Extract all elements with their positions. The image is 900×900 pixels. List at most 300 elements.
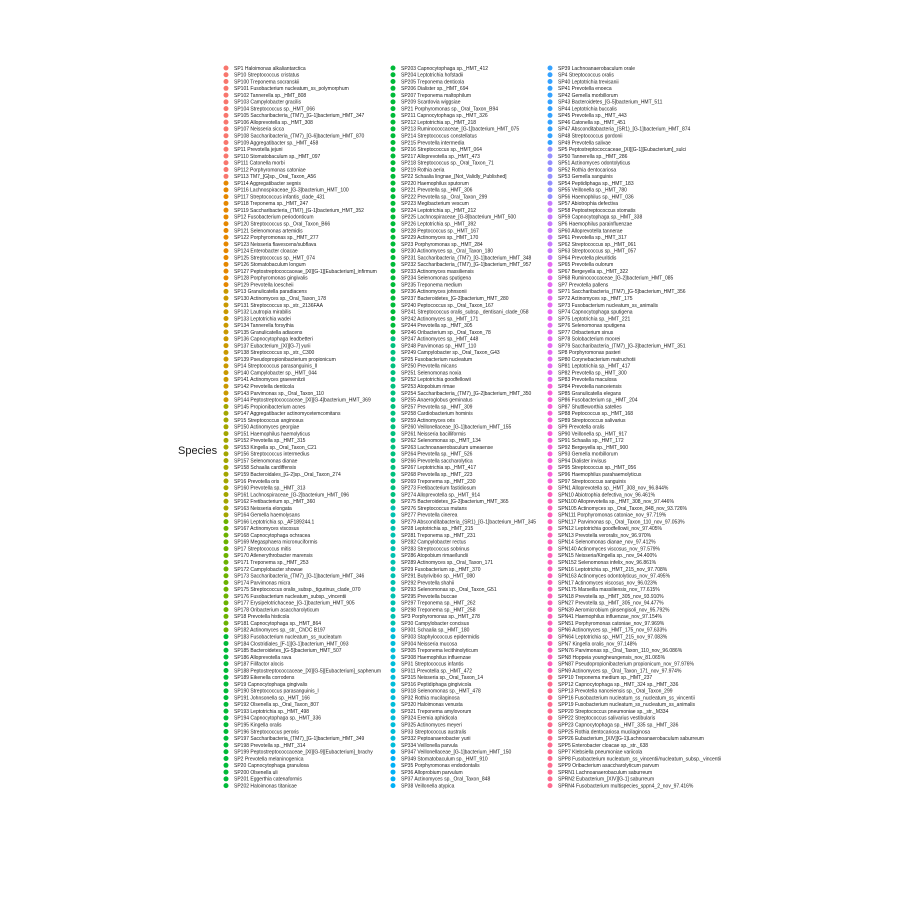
legend-entry xyxy=(548,181,634,187)
legend-key-dot xyxy=(391,302,396,307)
legend-entry-label: SP217 Alloprevotella sp._HMT_473 xyxy=(401,153,480,160)
legend-entry xyxy=(548,350,621,356)
legend-key-dot xyxy=(548,113,553,118)
legend-entry xyxy=(548,201,619,207)
legend-entry-label: SP266 Prevotella saccharolytica xyxy=(401,458,473,465)
legend-entry-label: SP160 Prevotella sp._HMT_313 xyxy=(234,485,306,492)
legend-entry xyxy=(548,377,617,383)
legend-key-dot xyxy=(548,722,553,727)
legend-entry xyxy=(224,357,336,363)
legend-entry xyxy=(391,133,478,139)
legend-entry xyxy=(391,675,484,681)
legend-entry xyxy=(224,675,295,681)
legend-entry xyxy=(224,702,319,708)
legend-entry xyxy=(548,512,667,518)
legend-key-dot xyxy=(548,546,553,551)
legend-entry xyxy=(391,702,463,708)
legend-key-dot xyxy=(548,160,553,165)
legend-key-dot xyxy=(391,221,396,226)
legend-key-dot xyxy=(391,181,396,186)
legend-entry-label: SP216 Streptococcus sp._HMT_064 xyxy=(401,147,482,154)
legend-entry-label: SP163 Neisseria elongata xyxy=(234,505,292,512)
legend-entry xyxy=(224,221,331,227)
legend-entry xyxy=(548,248,637,254)
legend-entry-label: SP119 Saccharibacteria_(TM7)_[G-1]bacterium_HMT_352 xyxy=(234,207,364,214)
legend-entry-label: SP292 Prevotella shahii xyxy=(401,580,455,587)
legend-entry-label: SP206 Dialister sp._HMT_694 xyxy=(401,86,469,93)
legend-entry-label: SP253 Atopobium rimae xyxy=(401,383,455,390)
legend-entry xyxy=(224,600,355,606)
legend-entry xyxy=(391,390,532,396)
legend-key-dot xyxy=(548,431,553,436)
legend-entry xyxy=(224,99,302,105)
legend-entry xyxy=(548,330,614,336)
legend-key-dot xyxy=(391,648,396,653)
legend-key-dot xyxy=(391,79,396,84)
legend-entry-label: SP36 Alloprobium parvulum xyxy=(401,769,463,776)
legend-entry xyxy=(391,519,537,525)
legend-entry xyxy=(224,478,280,484)
legend-key-dot xyxy=(224,756,229,761)
legend-entry-label: SP103 Campylobacter gracilis xyxy=(234,99,301,106)
legend-key-dot xyxy=(548,228,553,233)
legend-entry xyxy=(391,715,458,721)
legend-key-dot xyxy=(224,269,229,274)
legend-key-dot xyxy=(224,621,229,626)
legend-entry xyxy=(548,688,673,694)
legend-entry-label: SP209 Scardovia wiggsiae xyxy=(401,99,461,106)
legend-entry-label: SP247 Actinomyces sp._HMT_448 xyxy=(401,336,479,343)
legend-entry-label: SP52 Rothia dentocariosa xyxy=(558,167,617,174)
legend-key-dot xyxy=(548,533,553,538)
legend-key-dot xyxy=(391,451,396,456)
legend-key-dot xyxy=(391,580,396,585)
legend-entry-label: SP8 Porphyromonas pasteri xyxy=(558,350,621,357)
legend-key-dot xyxy=(548,472,553,477)
legend-key-dot xyxy=(391,695,396,700)
legend-key-dot xyxy=(548,214,553,219)
legend-key-dot xyxy=(224,485,229,490)
legend-key-dot xyxy=(224,722,229,727)
legend-key-dot xyxy=(548,654,553,659)
legend-key-dot xyxy=(224,648,229,653)
legend-entry-label: SP77 Oribacterium sinus xyxy=(558,329,614,336)
legend-entry xyxy=(391,424,512,430)
legend-entry-label: SP293 Selenomonas sp._Oral_Taxon_G51 xyxy=(401,587,497,594)
legend-entry-label: SP12 Fusobacterium periodonticum xyxy=(234,214,314,221)
legend-entry-label: SPP9 Oribacterium asaccharolyticum parvum xyxy=(558,763,659,770)
legend-entry-label: SPN17 Actinomyces viscosus_nov_96.023% xyxy=(558,580,658,587)
legend-entry-label: SP164 Gemella haemolysans xyxy=(234,512,300,519)
legend-entry-label: SP230 Actinomyces sp._Oral_Taxon_180 xyxy=(401,248,493,255)
legend-entry xyxy=(548,472,642,478)
legend-key-dot xyxy=(224,133,229,138)
legend-key-dot xyxy=(391,357,396,362)
legend-entry xyxy=(548,147,687,153)
legend-entry-label: SP176 Fusobacterium nucleatum_subsp._vincentii xyxy=(234,593,347,600)
legend-entry-label: SP85 Granulicatella elegans xyxy=(558,390,622,397)
legend-key-dot xyxy=(224,580,229,585)
legend-entry xyxy=(224,390,325,396)
legend-entry-label: SP2 Prevotella melaninogenica xyxy=(234,756,304,763)
legend-entry xyxy=(224,120,314,126)
legend-entry xyxy=(391,506,468,512)
legend-entry xyxy=(224,79,300,85)
legend-entry-label: SP263 Lachnoanaerobaculum umeaense xyxy=(401,444,494,451)
legend-entry xyxy=(391,756,488,762)
legend-key-dot xyxy=(224,66,229,71)
legend-key-dot xyxy=(224,262,229,267)
legend-entry xyxy=(548,431,628,437)
legend-entry xyxy=(391,296,509,302)
legend-entry-label: SP96 Haemophilus parahaemolyticus xyxy=(558,472,642,478)
legend-entry-label: SP100 Treponema socranskii xyxy=(234,79,300,86)
legend-key-dot xyxy=(548,512,553,517)
legend-key-dot xyxy=(548,519,553,524)
legend-key-dot xyxy=(548,120,553,125)
legend-entry xyxy=(548,776,655,782)
legend-entry xyxy=(224,472,341,478)
legend-entry-label: SP9 Prevotella oralis xyxy=(558,424,605,431)
legend-entry-label: SP80 Corynebacterium matruchotii xyxy=(558,356,636,363)
legend-entry xyxy=(548,160,631,166)
legend-key-dot xyxy=(224,465,229,470)
legend-key-dot xyxy=(224,194,229,199)
legend-entry xyxy=(224,526,300,532)
legend-entry-label: SP67 Bergeyella sp._HMT_322 xyxy=(558,268,629,275)
legend-entry-label: SP61 Prevotella sp._HMT_317 xyxy=(558,235,627,242)
legend-entry xyxy=(224,370,318,376)
legend-entry-label: SP93 Gemella morbillorum xyxy=(558,451,618,458)
legend-key-dot xyxy=(548,566,553,571)
legend-entry-label: SP205 Treponema denticola xyxy=(401,79,465,86)
legend-entry xyxy=(391,695,460,701)
legend-key-dot xyxy=(391,465,396,470)
legend-key-dot xyxy=(548,478,553,483)
legend-key-dot xyxy=(391,424,396,429)
legend-key-dot xyxy=(224,167,229,172)
legend-entry xyxy=(391,316,479,322)
legend-entry xyxy=(548,526,663,532)
legend-entry-label: SP130 Actinomyces sp._Oral_Taxon_178 xyxy=(234,295,326,302)
legend-key-dot xyxy=(548,336,553,341)
legend-entry xyxy=(548,174,614,180)
legend-entry xyxy=(391,431,467,437)
legend-columns xyxy=(224,66,722,790)
legend-entry-label: SP325 Actinomyces meyeri xyxy=(401,722,462,729)
legend-entry xyxy=(224,661,284,667)
legend-entry-label: SP316 Peptidiphaga gingivicola xyxy=(401,681,472,688)
legend-entry-label: SPN41 Haemophilus influenzae_nov_97.154% xyxy=(558,614,662,621)
legend-key-dot xyxy=(391,722,396,727)
legend-entry-label: SP68 Ruminococcaceae_[G-2]bacterium_HMT_085 xyxy=(558,275,674,282)
legend-entry xyxy=(391,648,479,654)
legend-key-dot xyxy=(224,614,229,619)
legend-key-dot xyxy=(548,573,553,578)
legend-key-dot xyxy=(224,113,229,118)
legend-key-dot xyxy=(548,377,553,382)
legend-entry-label: SP20 Capnocytophaga granulosa xyxy=(234,763,309,770)
legend-entry-label: SP128 Porphyromonas gingivalis xyxy=(234,275,308,282)
legend-entry-label: SP37 Actinomyces sp._Oral_Taxon_848 xyxy=(401,776,491,783)
legend-entry-label: SP291 Butyrivibrio sp._HMT_080 xyxy=(401,573,475,580)
legend-entry-label: SP49 Prevotella salivae xyxy=(558,140,611,147)
legend-entry-label: SP194 Capnocytophaga sp._HMT_336 xyxy=(234,715,322,722)
legend-entry xyxy=(548,458,607,464)
legend-entry-label: SP224 Leptotrichia sp._HMT_212 xyxy=(401,207,477,214)
legend-entry xyxy=(548,72,615,78)
legend-entry xyxy=(548,113,627,119)
legend-key-dot xyxy=(224,72,229,77)
legend-entry xyxy=(224,424,300,430)
legend-entry-label: SP151 Haemophilus haemolyticus xyxy=(234,431,311,438)
legend-entry-label: SP297 Treponema sp._HMT_262 xyxy=(401,600,476,607)
legend-key-dot xyxy=(224,174,229,179)
legend-entry xyxy=(548,607,671,613)
legend-entry-label: SP134 Tannerella forsythia xyxy=(234,323,294,330)
legend-entry-label: SP193 Leptotrichia sp._HMT_498 xyxy=(234,708,310,715)
legend-entry-label: SP33 Streptococcus australis xyxy=(401,729,467,736)
legend-entry xyxy=(548,560,657,566)
legend-entry-label: SP246 Oribacterium sp._Oral_Taxon_78 xyxy=(401,329,491,336)
legend-entry-label: SPN27 Prevotella sp._HMT_305_nov_94.477% xyxy=(558,600,664,607)
legend-key-dot xyxy=(224,302,229,307)
legend-entry-label: SP264 Prevotella sp._HMT_526 xyxy=(401,451,473,458)
legend-entry-label: SP254 Saccharibacteria_(TM7)_[G-2]bacterium_HMT_350 xyxy=(401,390,532,397)
legend-key-dot xyxy=(224,235,229,240)
legend-entry-label: SP202 Haloimonas titanicae xyxy=(234,783,297,790)
legend-key-dot xyxy=(391,499,396,504)
legend-entry xyxy=(548,485,669,491)
legend-entry xyxy=(224,654,292,660)
legend-entry-label: SP117 Streptococcus infantis_clade_431 xyxy=(234,194,325,201)
legend-entry xyxy=(391,438,481,444)
legend-entry-label: SP31 Streptococcus infantis xyxy=(401,661,464,668)
legend-entry xyxy=(548,411,634,417)
legend-key-dot xyxy=(391,93,396,98)
legend-entry-label: SPP8 Fusobacterium nucleatum_ss_vincentii/nucleatum_subsp._vincentii xyxy=(558,756,722,763)
legend-entry-label: SP183 Fusobacterium nucleatum_ss_nucleatum xyxy=(234,634,342,641)
legend-key-dot xyxy=(224,140,229,145)
legend-key-dot xyxy=(548,715,553,720)
legend-entry xyxy=(548,296,633,302)
legend-entry xyxy=(391,140,465,146)
legend-entry xyxy=(548,93,618,99)
legend-entry-label: SP276 Streptococcus mutans xyxy=(401,505,467,512)
legend-entry xyxy=(224,72,300,78)
legend-entry xyxy=(391,289,467,295)
legend-entry-label: SP64 Prevotella pleuritidis xyxy=(558,255,617,262)
legend-key-dot xyxy=(391,113,396,118)
legend-entry-label: SP251 Selenomonas noxia xyxy=(401,370,462,377)
legend-entry-label: SP173 Saccharibacteria_(TM7)_[G-1]bacterium_HMT_346 xyxy=(234,573,365,580)
legend-key-dot xyxy=(391,709,396,714)
legend-entry-label: SP75 Leptotrichia sp._HMT_221 xyxy=(558,316,631,323)
legend-entry xyxy=(548,418,627,424)
legend-entry-label: SP42 Gemella morbillorum xyxy=(558,92,618,99)
legend-key-dot xyxy=(548,607,553,612)
legend-entry-label: SP262 Selenomonas sp._HMT_134 xyxy=(401,438,481,445)
legend-entry xyxy=(548,438,624,444)
legend-entry xyxy=(391,465,477,471)
legend-key-dot xyxy=(224,654,229,659)
legend-key-dot xyxy=(224,404,229,409)
legend-entry-label: SP212 Leptotrichia sp._HMT_218 xyxy=(401,119,477,126)
legend-entry-label: SP168 Capnocytophaga ochracea xyxy=(234,532,311,539)
legend-entry-label: SP301 Schaalia sp._HMT_180 xyxy=(401,627,470,634)
legend-entry xyxy=(391,404,473,410)
legend-key-dot xyxy=(548,404,553,409)
legend-entry-label: SP87 Shuttleworthia satelles xyxy=(558,404,622,411)
legend-key-dot xyxy=(548,614,553,619)
legend-entry-label: SP76 Selenomonas sputigena xyxy=(558,323,626,330)
legend-key-dot xyxy=(391,614,396,619)
legend-key-dot xyxy=(224,668,229,673)
legend-entry xyxy=(224,160,285,166)
legend-entry-label: SP321 Treponema amylovorum xyxy=(401,708,472,715)
legend-entry xyxy=(548,519,686,525)
legend-entry-label: SPN111 Porphyromonas catoniae_nov_97.719% xyxy=(558,512,667,519)
legend-entry-label: SP189 Eikenella corrodens xyxy=(234,675,295,682)
legend-entry xyxy=(391,221,477,227)
legend-entry xyxy=(224,533,311,539)
legend-entry xyxy=(391,174,508,180)
legend-key-dot xyxy=(391,86,396,91)
legend-key-dot xyxy=(224,93,229,98)
legend-entry xyxy=(548,648,683,654)
legend-entry xyxy=(224,770,278,776)
legend-entry xyxy=(224,607,320,613)
legend-key-dot xyxy=(548,465,553,470)
legend-entry-label: SP156 Streptococcus intermedius xyxy=(234,451,310,458)
legend-entry xyxy=(391,72,464,78)
legend-entry xyxy=(391,600,476,606)
legend-entry xyxy=(391,323,473,329)
legend-key-dot xyxy=(548,492,553,497)
legend-entry-label: SP136 Capnocytophaga leadbetteri xyxy=(234,336,313,343)
legend-entry xyxy=(548,343,686,349)
legend-key-dot xyxy=(548,621,553,626)
legend-key-dot xyxy=(224,390,229,395)
legend-key-dot xyxy=(548,370,553,375)
legend-key-dot xyxy=(548,390,553,395)
legend-entry xyxy=(548,715,656,721)
legend-key-dot xyxy=(224,336,229,341)
legend-key-dot xyxy=(548,695,553,700)
legend-key-dot xyxy=(391,553,396,558)
legend-key-dot xyxy=(548,66,553,71)
legend-entry-label: SPN64 Leptotrichia sp._HMT_215_nov_97.083% xyxy=(558,634,668,641)
legend-entry xyxy=(548,133,623,139)
legend-key-dot xyxy=(391,783,396,788)
legend-key-dot xyxy=(391,411,396,416)
legend-key-dot xyxy=(391,235,396,240)
legend-entry-label: SP286 Atopobium rimae/lundii xyxy=(401,553,468,560)
legend-entry-label: SPN8 Hoppeia youngheungensis_nov_81.065% xyxy=(558,654,666,661)
legend-key-dot xyxy=(224,451,229,456)
legend-entry-label: SP169 Megasphaera micronuciformis xyxy=(234,539,318,546)
legend-key-dot xyxy=(224,688,229,693)
legend-entry-label: SP15 Streptococcus anginosus xyxy=(234,417,304,424)
legend-entry xyxy=(224,174,317,180)
legend-entry xyxy=(391,262,532,268)
legend-key-dot xyxy=(548,79,553,84)
legend-entry-label: SP222 Prevotella sp._Oral_Taxon_299 xyxy=(401,194,488,201)
legend-key-dot xyxy=(391,763,396,768)
legend-key-dot xyxy=(224,154,229,159)
legend-key-dot xyxy=(391,255,396,260)
legend-entry xyxy=(548,661,695,667)
legend-key-dot xyxy=(391,431,396,436)
legend-entry-label: SPN14 Selenomonas dianae_nov_97.412% xyxy=(558,539,656,546)
legend-entry-label: SP95 Streptococcus sp._HMT_056 xyxy=(558,465,637,472)
legend-entry-label: SP315 Neisseria sp._Oral_Taxon_14 xyxy=(401,675,483,682)
legend-key-dot xyxy=(224,695,229,700)
legend-key-dot xyxy=(224,715,229,720)
legend-entry xyxy=(391,458,473,464)
legend-entry-label: SP223 Megibacterium vescum xyxy=(401,201,469,208)
legend-key-dot xyxy=(224,763,229,768)
legend-entry-label: SP56 Haemophilus sp._HMT_036 xyxy=(558,194,634,201)
legend-entry xyxy=(224,560,309,566)
legend-entry xyxy=(224,194,326,200)
legend-key-dot xyxy=(548,560,553,565)
legend-key-dot xyxy=(391,201,396,206)
legend-key-dot xyxy=(224,330,229,335)
legend-entry-label: SPN12 Leptotrichia goodfellowii_nov_97.405% xyxy=(558,526,662,533)
legend-entry-label: SPN6 Actinomyces sp._HMT_175_nov_97.633% xyxy=(558,627,667,634)
legend-entry xyxy=(224,546,292,552)
legend-key-dot xyxy=(391,668,396,673)
legend-entry xyxy=(224,377,306,383)
legend-entry-label: SP58 Peptostreptococcus stomatis xyxy=(558,207,636,214)
legend-entry-label: SP199 Peptostreptococcaceae_[XI][G-9][Eubacterium]_brachy xyxy=(234,749,373,756)
legend-entry-label: SP121 Selenomonas artemidis xyxy=(234,228,303,235)
legend-entry xyxy=(391,560,494,566)
legend-key-dot xyxy=(224,594,229,599)
legend-entry xyxy=(391,242,483,248)
legend-entry xyxy=(224,323,294,329)
legend-key-dot xyxy=(548,709,553,714)
legend-entry-label: SPN51 Porphyromonas catoniae_nov_97.969% xyxy=(558,620,665,627)
legend-entry-label: SP102 Tannerella sp._HMT_808 xyxy=(234,92,307,99)
legend-entry xyxy=(224,776,303,782)
legend-entry-label: SP219 Rothia aeria xyxy=(401,167,445,174)
legend-entry-label: SP213 Ruminococcaceae_[G-1]bacterium_HMT_075 xyxy=(401,126,520,133)
legend-entry-label: SP220 Haemophilus sputorum xyxy=(401,180,469,187)
legend-entry xyxy=(224,133,365,139)
legend-key-dot xyxy=(224,627,229,632)
legend-entry xyxy=(391,661,465,667)
legend-entry xyxy=(224,614,290,620)
legend-entry xyxy=(224,580,291,586)
legend-key-dot xyxy=(224,126,229,131)
legend-entry-label: SP196 Streptococcus peroris xyxy=(234,729,299,736)
legend-key-dot xyxy=(391,492,396,497)
legend-entry xyxy=(548,478,627,484)
legend-entry xyxy=(391,194,488,200)
legend-entry xyxy=(548,86,612,92)
legend-key-dot xyxy=(391,715,396,720)
legend-key-dot xyxy=(548,506,553,511)
legend-entry-label: SP273 Fretibacterium fastidiosum xyxy=(401,485,477,492)
legend-key-dot xyxy=(548,499,553,504)
legend-entry-label: SP275 Bacteroidetes_[G-3]bacterium_HMT_365 xyxy=(401,499,509,506)
legend-entry xyxy=(391,248,494,254)
legend-entry-label: SP82 Prevotella sp._HMT_300 xyxy=(558,370,627,377)
legend-key-dot xyxy=(224,634,229,639)
legend-key-dot xyxy=(391,228,396,233)
